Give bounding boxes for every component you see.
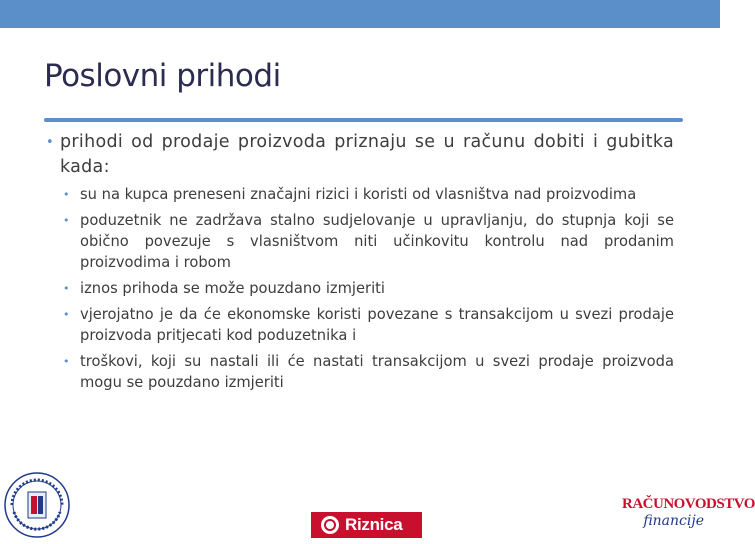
top-accent-band: [0, 0, 720, 28]
sub-bullet-item: [46, 210, 674, 273]
sub-bullet-text: poduzetnik ne zadržava stalno sudjelovanje u upravljanju, do stupnja koji se obično povezuje s vlasništvom niti učinkovitu kontrolu nad prodanim proizvodima i robom: [80, 212, 674, 271]
bullet-icon: •: [63, 214, 70, 227]
sub-bullet-text: troškovi, koji su nastali ili će nastati transakcijom u svezi prodaje proizvoda mogu se pouzdano izmjeriti: [80, 353, 674, 391]
sub-bullet-text: vjerojatno je da će ekonomske koristi povezane s transakcijom u svezi prodaje proizvoda pritjecati kod poduzetnika i: [80, 306, 674, 344]
title-underline: [44, 118, 683, 122]
sub-bullet-item: [46, 304, 674, 346]
bullet-icon: •: [63, 355, 70, 368]
association-seal-logo: [2, 470, 72, 540]
sub-bullet-list: [46, 184, 674, 393]
sub-bullet-item: [46, 184, 674, 205]
riznica-logo: [311, 512, 422, 538]
riznica-logo-text: Riznica: [345, 515, 403, 534]
bullet-icon: •: [63, 282, 70, 295]
sub-bullet-item: [46, 351, 674, 393]
bullet-icon: •: [63, 188, 70, 201]
sub-bullet-text: iznos prihoda se može pouzdano izmjeriti: [80, 280, 385, 297]
slide-title: Poslovni prihodi: [44, 58, 281, 94]
racunovodstvo-logo: [622, 496, 755, 538]
sub-bullet-item: [46, 278, 674, 299]
main-bullet-text: prihodi od prodaje proizvoda priznaju se u računu dobiti i gubitka kada:: [60, 132, 674, 177]
emblem-icon: [321, 516, 339, 534]
bullet-icon: •: [63, 308, 70, 321]
main-bullet-item: [46, 130, 674, 180]
racunovodstvo-logo-text: RAČUNOVODSTVO: [622, 496, 755, 512]
sub-bullet-text: su na kupca preneseni značajni rizici i koristi od vlasništva nad proizvodima: [80, 186, 637, 203]
bullet-icon: •: [46, 135, 54, 150]
slide-content: [46, 130, 674, 398]
financije-logo-text: financije: [643, 513, 704, 529]
